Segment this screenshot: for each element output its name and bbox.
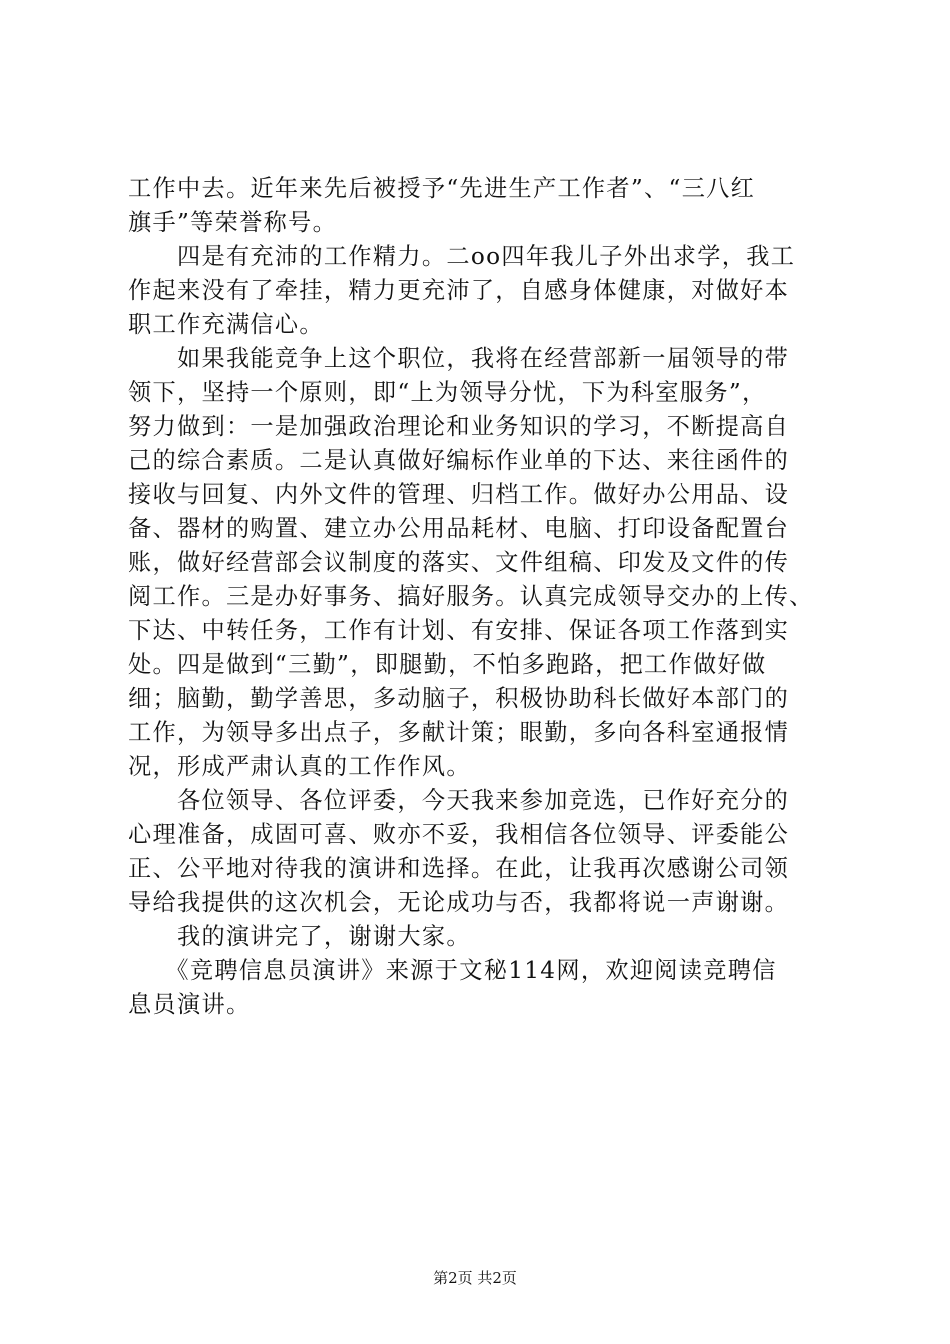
text-line: 作起来没有了牵挂，精力更充沛了，自感身体健康，对做好本 — [128, 277, 790, 304]
text-line: 旗手”等荣誉称号。 — [128, 209, 338, 236]
text-line: 阅工作。三是办好事务、搞好服务。认真完成领导交办的上传、 — [128, 583, 814, 610]
text-line: 职工作充满信心。 — [128, 311, 324, 338]
text-line: 接收与回复、内外文件的管理、归档工作。做好办公用品、设 — [128, 481, 790, 508]
text-line: 己的综合素质。二是认真做好编标作业单的下达、来往函件的 — [128, 447, 790, 474]
text-line: 我的演讲完了，谢谢大家。 — [128, 923, 471, 950]
text-line: 各位领导、各位评委，今天我来参加竞选，已作好充分的 — [128, 787, 790, 814]
text-line: 备、器材的购置、建立办公用品耗材、电脑、打印设备配置台 — [128, 515, 790, 542]
text-line: 导给我提供的这次机会，无论成功与否，我都将说一声谢谢。 — [128, 889, 790, 916]
text-line: 况，形成严肃认真的工作作风。 — [128, 753, 471, 780]
text-line: 努力做到：一是加强政治理论和业务知识的学习，不断提高自 — [128, 413, 790, 440]
text-line: 如果我能竞争上这个职位，我将在经营部新一届领导的带 — [128, 345, 790, 372]
text-line: 账，做好经营部会议制度的落实、文件组稿、印发及文件的传 — [128, 549, 790, 576]
document-body — [128, 172, 830, 1022]
text-line: 领下，坚持一个原则，即“上为领导分忧，下为科室服务”， — [128, 379, 767, 406]
text-line: 下达、中转任务，工作有计划、有安排、保证各项工作落到实 — [128, 617, 790, 644]
text-line: 工作中去。近年来先后被授予“先进生产工作者”、“三八红 — [128, 175, 756, 202]
text-line: 细；脑勤，勤学善思，多动脑子，积极协助科长做好本部门的 — [128, 685, 790, 712]
text-line: 处。四是做到“三勤”，即腿勤，不怕多跑路，把工作做好做 — [128, 651, 767, 678]
text-line: 心理准备，成固可喜、败亦不妥，我相信各位领导、评委能公 — [128, 821, 790, 848]
text-line: 正、公平地对待我的演讲和选择。在此，让我再次感谢公司领 — [128, 855, 790, 882]
page-number-footer: 第2页 共2页 — [433, 1269, 517, 1287]
text-line: 四是有充沛的工作精力。二oo四年我儿子外出求学，我工 — [128, 243, 796, 270]
text-line: 《竞聘信息员演讲》来源于文秘114网，欢迎阅读竞聘信 — [128, 957, 777, 984]
text-line: 息员演讲。 — [128, 991, 251, 1018]
text-line: 工作，为领导多出点子，多献计策；眼勤，多向各科室通报情 — [128, 719, 790, 746]
